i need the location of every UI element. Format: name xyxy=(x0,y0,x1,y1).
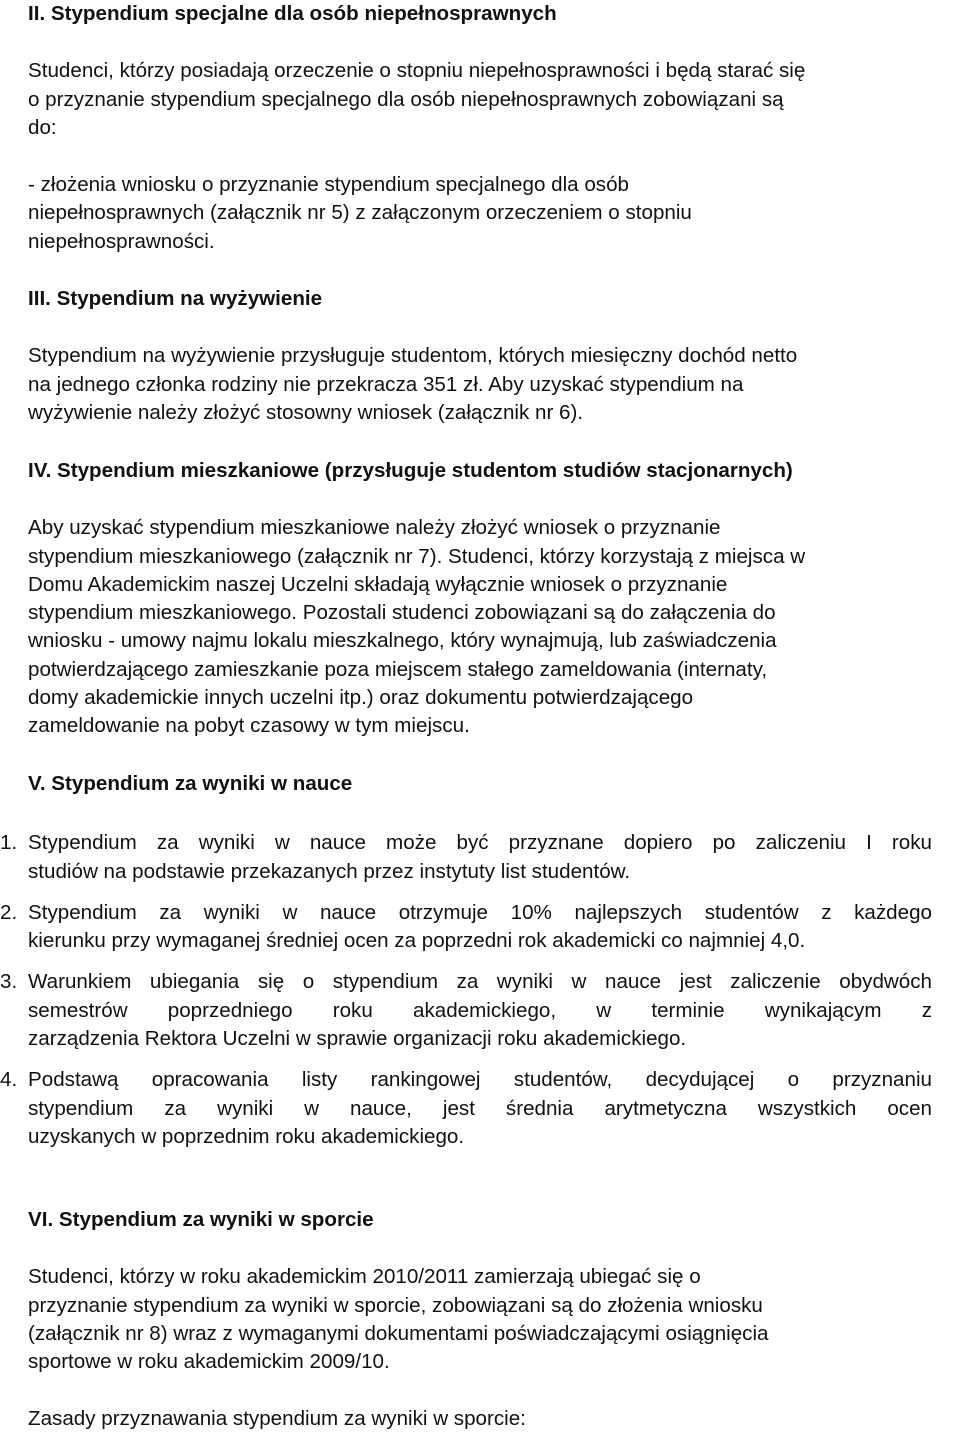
section-housing-scholarship xyxy=(28,457,932,741)
list-item-text xyxy=(28,968,932,1053)
text-line: niepełnosprawności. xyxy=(28,229,215,253)
text-line: zarządzenia Rektora Uczelni w sprawie organizacji roku akademickiego. xyxy=(28,1027,687,1051)
text-line: Podstawą opracowania listy rankingowej studentów, decydującej o przyznaniu xyxy=(28,1068,932,1092)
list-item xyxy=(0,968,932,1053)
text-line: potwierdzającego zamieszkanie poza miejscem stałego zameldowania (internaty, xyxy=(28,657,768,681)
list-number: 4. xyxy=(0,1068,18,1092)
list-item-text xyxy=(28,829,932,886)
section-heading: V. Stypendium za wyniki w nauce xyxy=(28,772,353,795)
list-item xyxy=(0,899,932,956)
section-special-scholarship xyxy=(28,0,932,256)
section-heading: II. Stypendium specjalne dla osób niepełnosprawnych xyxy=(28,2,557,25)
section-paragraph xyxy=(28,342,932,427)
text-line: przyznanie stypendium za wyniki w sporcie, zobowiązani są do złożenia wniosku xyxy=(28,1293,763,1317)
text-line: Stypendium za wyniki w nauce może być przyznane dopiero po zaliczeniu I roku xyxy=(28,831,932,855)
text-line: zameldowanie na pobyt czasowy w tym miejscu. xyxy=(28,714,470,738)
text-line: Domu Akademickim naszej Uczelni składają wyłącznie wniosek o przyznanie xyxy=(28,572,728,596)
list-number: 1. xyxy=(0,831,18,855)
list-number: 3. xyxy=(0,970,18,994)
text-line: Studenci, którzy posiadają orzeczenie o stopniu niepełnosprawności i będą starać się xyxy=(28,59,806,83)
section-paragraph xyxy=(28,1263,932,1376)
text-line: studiów na podstawie przekazanych przez instytuty list studentów. xyxy=(28,859,631,883)
text-line: o przyznanie stypendium specjalnego dla osób niepełnosprawnych zobowiązani są xyxy=(28,87,784,111)
text-line: Warunkiem ubiegania się o stypendium za wyniki w nauce jest zaliczenie obydwóch xyxy=(28,970,932,994)
section-paragraph xyxy=(28,514,932,740)
text-line: na jednego członka rodziny nie przekracza 351 zł. Aby uzyskać stypendium na xyxy=(28,372,744,396)
text-line: semestrów poprzedniego roku akademickiego, w terminie wynikającym z xyxy=(28,998,932,1022)
section-heading: VI. Stypendium za wyniki w sporcie xyxy=(28,1208,374,1231)
text-line: do: xyxy=(28,115,57,139)
text-line: (załącznik nr 8) wraz z wymaganymi dokumentami poświadczającymi osiągnięcia xyxy=(28,1321,769,1345)
text-line: - złożenia wniosku o przyznanie stypendium specjalnego dla osób xyxy=(28,173,629,197)
text-line: uzyskanych w poprzednim roku akademickiego. xyxy=(28,1124,465,1148)
text-line: Stypendium za wyniki w nauce otrzymuje 10% najlepszych studentów z każdego xyxy=(28,900,932,924)
text-line: niepełnosprawnych (załącznik nr 5) z załączonym orzeczeniem o stopniu xyxy=(28,201,692,225)
text-line: stypendium za wyniki w nauce, jest średnia arytmetyczna wszystkich ocen xyxy=(28,1096,932,1120)
text-line: wniosku - umowy najmu lokalu mieszkalnego, który wynajmują, lub zaświadczenia xyxy=(28,629,777,653)
text-line: sportowe w roku akademickim 2009/10. xyxy=(28,1350,390,1374)
section-heading: IV. Stypendium mieszkaniowe (przysługuje studentom studiów stacjonarnych) xyxy=(28,459,793,482)
text-line: Studenci, którzy w roku akademickim 2010/2011 zamierzają ubiegać się o xyxy=(28,1265,701,1289)
section-sport-scholarship xyxy=(28,1206,932,1434)
text-line: domy akademickie innych uczelni itp.) oraz dokumentu potwierdzającego xyxy=(28,686,694,710)
text-line: Aby uzyskać stypendium mieszkaniowe należy złożyć wniosek o przyznanie xyxy=(28,516,721,540)
section-academic-scholarship xyxy=(0,770,932,1151)
list-item xyxy=(0,829,932,886)
section-paragraph xyxy=(28,171,932,256)
text-line: stypendium mieszkaniowego. Pozostali studenci zobowiązani są do załączenia do xyxy=(28,601,776,625)
list-item-text xyxy=(28,1066,932,1151)
section-food-scholarship xyxy=(28,285,932,427)
text-line: Stypendium na wyżywienie przysługuje studentom, których miesięczny dochód netto xyxy=(28,344,798,368)
text-line: wyżywienie należy złożyć stosowny wniosek (załącznik nr 6). xyxy=(28,400,584,424)
list-number: 2. xyxy=(0,900,18,924)
list-item xyxy=(0,1066,932,1151)
list-item-text xyxy=(28,899,932,956)
section-paragraph xyxy=(28,57,932,142)
text-line: stypendium mieszkaniowego (załącznik nr 7). Studenci, którzy korzystają z miejsca w xyxy=(28,544,806,568)
section-heading: III. Stypendium na wyżywienie xyxy=(28,287,323,310)
closing-line: Zasady przyznawania stypendium za wyniki w sporcie: xyxy=(28,1407,526,1431)
text-line: kierunku przy wymaganej średniej ocen za poprzedni rok akademicki co najmniej 4,0. xyxy=(28,929,806,953)
